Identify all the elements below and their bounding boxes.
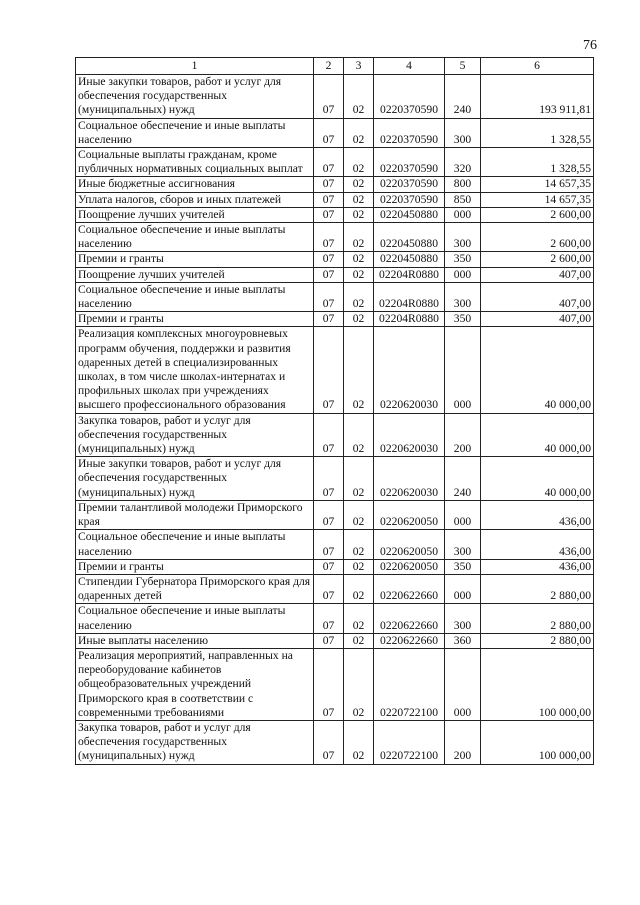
amount-cell: 14 657,35	[481, 192, 594, 207]
expense-type-cell: 300	[445, 282, 481, 311]
amount-cell: 436,00	[481, 530, 594, 559]
subsection-code-cell: 02	[344, 312, 374, 327]
expense-type-cell: 300	[445, 530, 481, 559]
row-name-cell: Закупка товаров, работ и услуг для обеспечения государственных (муниципальных) нужд	[76, 413, 314, 457]
expense-type-cell: 320	[445, 148, 481, 177]
target-article-cell: 02204R0880	[374, 312, 445, 327]
amount-cell: 1 328,55	[481, 118, 594, 147]
table-row	[76, 413, 594, 457]
expense-type-cell: 350	[445, 559, 481, 574]
section-code-cell: 07	[314, 413, 344, 457]
target-article-cell: 0220370590	[374, 75, 445, 119]
section-code-cell: 07	[314, 223, 344, 252]
row-name-cell: Закупка товаров, работ и услуг для обеспечения государственных (муниципальных) нужд	[76, 720, 314, 764]
target-article-cell: 0220722100	[374, 720, 445, 764]
row-name-cell: Стипендии Губернатора Приморского края для одаренных детей	[76, 574, 314, 603]
section-code-cell: 07	[314, 312, 344, 327]
subsection-code-cell: 02	[344, 413, 374, 457]
header-cell: 4	[374, 58, 445, 75]
subsection-code-cell: 02	[344, 192, 374, 207]
amount-cell: 407,00	[481, 282, 594, 311]
row-name-cell: Социальные выплаты гражданам, кроме публичных нормативных социальных выплат	[76, 148, 314, 177]
section-code-cell: 07	[314, 720, 344, 764]
row-name-cell: Премии и гранты	[76, 312, 314, 327]
row-name-cell: Премии и гранты	[76, 252, 314, 267]
target-article-cell: 0220722100	[374, 648, 445, 720]
table-row	[76, 223, 594, 252]
section-code-cell: 07	[314, 118, 344, 147]
section-code-cell: 07	[314, 327, 344, 413]
amount-cell: 2 600,00	[481, 252, 594, 267]
target-article-cell: 0220370590	[374, 118, 445, 147]
table-row	[76, 118, 594, 147]
expense-type-cell: 000	[445, 574, 481, 603]
table-row	[76, 282, 594, 311]
table-row	[76, 720, 594, 764]
section-code-cell: 07	[314, 604, 344, 633]
row-name-cell: Социальное обеспечение и иные выплаты населению	[76, 604, 314, 633]
row-name-cell: Реализация мероприятий, направленных на переоборудование кабинетов общеобразовательных учреждений Приморского края в соответствии с современными требованиями	[76, 648, 314, 720]
section-code-cell: 07	[314, 500, 344, 529]
row-name-cell: Поощрение лучших учителей	[76, 207, 314, 222]
subsection-code-cell: 02	[344, 223, 374, 252]
expense-type-cell: 200	[445, 720, 481, 764]
section-code-cell: 07	[314, 559, 344, 574]
table-row	[76, 604, 594, 633]
amount-cell: 2 880,00	[481, 574, 594, 603]
section-code-cell: 07	[314, 457, 344, 501]
subsection-code-cell: 02	[344, 177, 374, 192]
amount-cell: 2 880,00	[481, 633, 594, 648]
target-article-cell: 0220620030	[374, 413, 445, 457]
section-code-cell: 07	[314, 633, 344, 648]
expense-type-cell: 300	[445, 604, 481, 633]
amount-cell: 436,00	[481, 500, 594, 529]
table-row	[76, 633, 594, 648]
target-article-cell: 02204R0880	[374, 282, 445, 311]
target-article-cell: 0220620050	[374, 500, 445, 529]
subsection-code-cell: 02	[344, 207, 374, 222]
subsection-code-cell: 02	[344, 75, 374, 119]
header-row	[76, 58, 594, 75]
target-article-cell: 0220370590	[374, 148, 445, 177]
section-code-cell: 07	[314, 177, 344, 192]
subsection-code-cell: 02	[344, 633, 374, 648]
table-row	[76, 75, 594, 119]
header-cell: 6	[481, 58, 594, 75]
table-row	[76, 252, 594, 267]
target-article-cell: 0220622660	[374, 574, 445, 603]
expense-type-cell: 350	[445, 312, 481, 327]
subsection-code-cell: 02	[344, 267, 374, 282]
table-row	[76, 500, 594, 529]
page-number: 76	[583, 38, 597, 53]
subsection-code-cell: 02	[344, 604, 374, 633]
expense-type-cell: 300	[445, 118, 481, 147]
amount-cell: 100 000,00	[481, 648, 594, 720]
table-row	[76, 574, 594, 603]
budget-table	[75, 57, 594, 765]
row-name-cell: Социальное обеспечение и иные выплаты населению	[76, 530, 314, 559]
amount-cell: 40 000,00	[481, 413, 594, 457]
section-code-cell: 07	[314, 648, 344, 720]
row-name-cell: Социальное обеспечение и иные выплаты населению	[76, 282, 314, 311]
table-row	[76, 327, 594, 413]
row-name-cell: Социальное обеспечение и иные выплаты населению	[76, 118, 314, 147]
expense-type-cell: 000	[445, 207, 481, 222]
row-name-cell: Премии и гранты	[76, 559, 314, 574]
amount-cell: 1 328,55	[481, 148, 594, 177]
target-article-cell: 0220370590	[374, 192, 445, 207]
table-row	[76, 207, 594, 222]
target-article-cell: 0220622660	[374, 604, 445, 633]
row-name-cell: Иные закупки товаров, работ и услуг для обеспечения государственных (муниципальных) нужд	[76, 457, 314, 501]
subsection-code-cell: 02	[344, 559, 374, 574]
subsection-code-cell: 02	[344, 252, 374, 267]
expense-type-cell: 000	[445, 648, 481, 720]
table-row	[76, 457, 594, 501]
target-article-cell: 0220622660	[374, 633, 445, 648]
expense-type-cell: 200	[445, 413, 481, 457]
expense-type-cell: 850	[445, 192, 481, 207]
row-name-cell: Премии талантливой молодежи Приморского края	[76, 500, 314, 529]
row-name-cell: Иные бюджетные ассигнования	[76, 177, 314, 192]
amount-cell: 100 000,00	[481, 720, 594, 764]
expense-type-cell: 240	[445, 75, 481, 119]
expense-type-cell: 000	[445, 267, 481, 282]
amount-cell: 14 657,35	[481, 177, 594, 192]
row-name-cell: Социальное обеспечение и иные выплаты населению	[76, 223, 314, 252]
subsection-code-cell: 02	[344, 720, 374, 764]
expense-type-cell: 300	[445, 223, 481, 252]
amount-cell: 436,00	[481, 559, 594, 574]
subsection-code-cell: 02	[344, 530, 374, 559]
target-article-cell: 0220450880	[374, 252, 445, 267]
table-row	[76, 148, 594, 177]
row-name-cell: Иные закупки товаров, работ и услуг для обеспечения государственных (муниципальных) нужд	[76, 75, 314, 119]
section-code-cell: 07	[314, 267, 344, 282]
subsection-code-cell: 02	[344, 457, 374, 501]
amount-cell: 2 600,00	[481, 207, 594, 222]
table-row	[76, 648, 594, 720]
header-cell: 2	[314, 58, 344, 75]
expense-type-cell: 000	[445, 500, 481, 529]
target-article-cell: 02204R0880	[374, 267, 445, 282]
target-article-cell: 0220370590	[374, 177, 445, 192]
table-body	[76, 75, 594, 765]
header-cell: 3	[344, 58, 374, 75]
amount-cell: 40 000,00	[481, 457, 594, 501]
amount-cell: 40 000,00	[481, 327, 594, 413]
expense-type-cell: 800	[445, 177, 481, 192]
row-name-cell: Уплата налогов, сборов и иных платежей	[76, 192, 314, 207]
expense-type-cell: 350	[445, 252, 481, 267]
row-name-cell: Поощрение лучших учителей	[76, 267, 314, 282]
section-code-cell: 07	[314, 148, 344, 177]
table-row	[76, 192, 594, 207]
row-name-cell: Иные выплаты населению	[76, 633, 314, 648]
subsection-code-cell: 02	[344, 574, 374, 603]
section-code-cell: 07	[314, 192, 344, 207]
header-cell: 1	[76, 58, 314, 75]
expense-type-cell: 000	[445, 327, 481, 413]
amount-cell: 407,00	[481, 312, 594, 327]
section-code-cell: 07	[314, 252, 344, 267]
target-article-cell: 0220450880	[374, 207, 445, 222]
table-row	[76, 530, 594, 559]
table-row	[76, 312, 594, 327]
subsection-code-cell: 02	[344, 327, 374, 413]
section-code-cell: 07	[314, 75, 344, 119]
expense-type-cell: 360	[445, 633, 481, 648]
row-name-cell: Реализация комплексных многоуровневых программ обучения, поддержки и развития одаренных детей в специализированных школах, в том числе школах-интернатах и профильных школах при учреждениях высшего профессионального образования	[76, 327, 314, 413]
amount-cell: 2 600,00	[481, 223, 594, 252]
section-code-cell: 07	[314, 530, 344, 559]
target-article-cell: 0220620050	[374, 559, 445, 574]
section-code-cell: 07	[314, 282, 344, 311]
expense-type-cell: 240	[445, 457, 481, 501]
table-row	[76, 267, 594, 282]
subsection-code-cell: 02	[344, 282, 374, 311]
target-article-cell: 0220620030	[374, 457, 445, 501]
table-header	[76, 58, 594, 75]
table-row	[76, 177, 594, 192]
amount-cell: 2 880,00	[481, 604, 594, 633]
section-code-cell: 07	[314, 574, 344, 603]
section-code-cell: 07	[314, 207, 344, 222]
target-article-cell: 0220620030	[374, 327, 445, 413]
header-cell: 5	[445, 58, 481, 75]
target-article-cell: 0220620050	[374, 530, 445, 559]
subsection-code-cell: 02	[344, 648, 374, 720]
target-article-cell: 0220450880	[374, 223, 445, 252]
amount-cell: 193 911,81	[481, 75, 594, 119]
table-row	[76, 559, 594, 574]
subsection-code-cell: 02	[344, 118, 374, 147]
subsection-code-cell: 02	[344, 148, 374, 177]
amount-cell: 407,00	[481, 267, 594, 282]
subsection-code-cell: 02	[344, 500, 374, 529]
